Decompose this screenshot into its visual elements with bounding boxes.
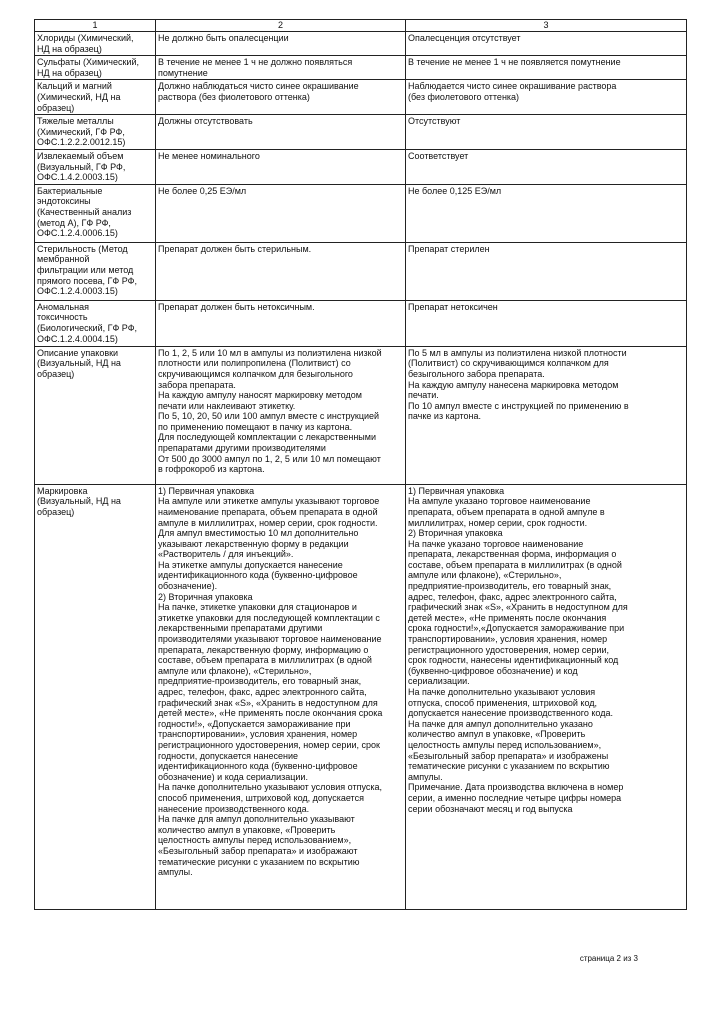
norm-cell xyxy=(156,115,406,150)
table-row xyxy=(35,184,687,242)
param-text: Сульфаты (Химический, НД на образец) xyxy=(37,57,139,78)
norm-cell xyxy=(156,32,406,56)
result-text: По 5 мл в ампулы из полиэтилена низкой плотности (Политвист) со скручивающимся колпачком для безыгольного забора препарата. На каждую ампулу нанесена маркировка методом печати. По 10 ампул вместе с инструкцией по применению в пачке из картона. xyxy=(408,347,629,422)
norm-text: 1) Первичная упаковка На ампуле или этикетке ампулы указывают торговое наименование препарата, объем препарата в одной ампуле в миллилитрах, номер серии, срок годности. Для ампул вместимостью 10 мл дополнительно указывают лекарственную форму в редакции «Растворитель / для инъекций». На этикетке ампулы допускается нанесение идентификационного кода (буквенно-цифровое обозначение). 2) Вторичная упаковка На пачке, этикетке упаковки для стационаров и этикетке упаковки для последующей комплектации с лекарственными препаратами другими производителями указывают торговое наименование препарата, лекарственную форму, информацию о составе, объем препарата в миллилитрах (в одной ампуле или флаконе), «Стерильно», предприятие-производитель, его товарный знак, адрес, телефон, факс, адрес электронного сайта, графический знак «S», «Хранить в недоступном для детей месте», «Не применять после окончания срока годности!», «Допускается замораживание при транспортировании», условия хранения, номер регистрационного удостоверения, номер серии, срок годности, допускается нанесение идентификационного кода (буквенно-цифровое обозначение) и кода сериализации. На пачке дополнительно указывают условия отпуска, способ применения, штриховой код, допускается нанесение производственного кода. На пачке для ампул дополнительно указывают количество ампул в упаковке, «Проверить целостность ампулы перед использованием», «Безыгольный забор препарата» и изображают тематические рисунки с указанием по вскрытию ампулы. xyxy=(158,485,383,878)
param-text: Кальций и магний (Химический, НД на образец) xyxy=(37,81,121,113)
param-cell xyxy=(35,484,156,909)
table-row xyxy=(35,484,687,909)
param-text: Бактериальные эндотоксины (Качественный анализ (метод А), ГФ РФ, ОФС.1.2.4.0006.15) xyxy=(37,185,132,239)
table-row xyxy=(35,300,687,346)
norm-cell xyxy=(156,300,406,346)
specification-table xyxy=(34,19,687,910)
norm-text: По 1, 2, 5 или 10 мл в ампулы из полиэтилена низкой плотности или полипропилена (Политвист) со скручивающимся колпачком для безыгольного забора препарата. На каждую ампулу наносят маркировку методом печати или наклеивают этикетку. По 5, 10, 20, 50 или 100 ампул вместе с инструкцией по применению помещают в пачку из картона. Для последующей комплектации с лекарственными препаратами другими производителями От 500 до 3000 ампул по 1, 2, 5 или 10 мл помещают в гофрокороб из картона. xyxy=(158,347,382,475)
param-text: Извлекаемый объем (Визуальный, ГФ РФ, ОФС.1.4.2.0003.15) xyxy=(37,150,126,183)
param-cell xyxy=(35,346,156,484)
column-header-1: 1 xyxy=(35,20,156,32)
table-row xyxy=(35,149,687,184)
page-number: страница 2 из 3 xyxy=(579,954,638,963)
param-cell xyxy=(35,32,156,56)
table-header-row xyxy=(35,20,687,32)
norm-text: Не должно быть опалесценции xyxy=(158,33,289,43)
param-cell xyxy=(35,149,156,184)
result-cell xyxy=(406,32,687,56)
result-cell xyxy=(406,149,687,184)
result-text: Соответствует xyxy=(408,150,469,161)
norm-text: Препарат должен быть нетоксичным. xyxy=(158,301,315,312)
result-cell xyxy=(406,346,687,484)
norm-cell xyxy=(156,242,406,300)
norm-text: Должно наблюдаться чисто синее окрашивание раствора (без фиолетового оттенка) xyxy=(158,81,359,102)
result-cell xyxy=(406,115,687,150)
result-cell xyxy=(406,80,687,115)
param-cell xyxy=(35,184,156,242)
result-text: Препарат нетоксичен xyxy=(408,301,498,312)
param-text: Стерильность (Метод мембранной фильтрации или метод прямого посева, ГФ РФ, ОФС.1.2.4.0003.15) xyxy=(37,243,137,297)
column-header-3: 3 xyxy=(406,20,687,32)
param-cell xyxy=(35,56,156,80)
result-cell xyxy=(406,242,687,300)
result-cell xyxy=(406,300,687,346)
norm-text: В течение не менее 1 ч не должно появляться помутнение xyxy=(158,57,353,78)
result-text: Препарат стерилен xyxy=(408,243,490,254)
result-text: Опалесценция отсутствует xyxy=(408,33,521,43)
table-row xyxy=(35,115,687,150)
result-cell xyxy=(406,56,687,80)
table-row xyxy=(35,242,687,300)
norm-cell xyxy=(156,149,406,184)
param-text: Маркировка (Визуальный, НД на образец) xyxy=(37,485,121,517)
param-text: Тяжелые металлы (Химический, ГФ РФ, ОФС.1.2.2.2.0012.15) xyxy=(37,116,126,148)
param-text: Хлориды (Химический, НД на образец) xyxy=(37,33,134,54)
param-text: Описание упаковки (Визуальный, НД на образец) xyxy=(37,347,121,379)
norm-text: Препарат должен быть стерильным. xyxy=(158,243,312,254)
norm-text: Не менее номинального xyxy=(158,150,260,161)
param-cell xyxy=(35,300,156,346)
result-cell xyxy=(406,184,687,242)
result-text: Не более 0,125 ЕЭ/мл xyxy=(408,185,502,196)
param-cell xyxy=(35,115,156,150)
table-row xyxy=(35,80,687,115)
norm-text: Должны отсутствовать xyxy=(158,116,253,127)
table-row xyxy=(35,56,687,80)
norm-cell xyxy=(156,346,406,484)
norm-text: Не более 0,25 ЕЭ/мл xyxy=(158,185,247,196)
table-row xyxy=(35,346,687,484)
result-text: Наблюдается чисто синее окрашивание раствора (без фиолетового оттенка) xyxy=(408,81,617,102)
norm-cell xyxy=(156,484,406,909)
norm-cell xyxy=(156,56,406,80)
param-text: Аномальная токсичность (Биологический, ГФ РФ, ОФС.1.2.4.0004.15) xyxy=(37,301,138,344)
param-cell xyxy=(35,80,156,115)
param-cell xyxy=(35,242,156,300)
result-text: Отсутствуют xyxy=(408,116,461,127)
result-text: В течение не менее 1 ч не появляется помутнение xyxy=(408,57,621,68)
table-row xyxy=(35,32,687,56)
norm-cell xyxy=(156,80,406,115)
column-header-2: 2 xyxy=(156,20,406,32)
result-text: 1) Первичная упаковка На ампуле указано торговое наименование препарата, объем препарата в одной ампуле в миллилитрах, номер серии, срок годности. 2) Вторичная упаковка На пачке указано торговое наименование препарата, лекарственная форма, информация о составе, объем препарата в миллилитрах (в одной ампуле или флаконе), «Стерильно», предприятие-производитель, его товарный знак, адрес, телефон, факс, адрес электронного сайта, графический знак «S», «Хранить в недоступном для детей месте», «Не применять после окончания срока годности!»,«Допускается замораживание при транспортировании», условия хранения, номер регистрационного удостоверения, номер серии, срок годности, нанесены идентификационный код (буквенно-цифровое обозначение) и код сериализации. На пачке дополнительно указывают условия отпуска, способ применения, штриховой код, допускается нанесение производственного кода. На пачке для ампул дополнительно указано количество ампул в упаковке, «Проверить целостность ампулы перед использованием», «Безыгольный забор препарата» и изображены тематические рисунки с указанием по вскрытию ампулы. Примечание. Дата производства включена в номер серии, а именно последние четыре цифры номера серии обозначают месяц и год выпуска xyxy=(408,485,628,814)
norm-cell xyxy=(156,184,406,242)
result-cell xyxy=(406,484,687,909)
